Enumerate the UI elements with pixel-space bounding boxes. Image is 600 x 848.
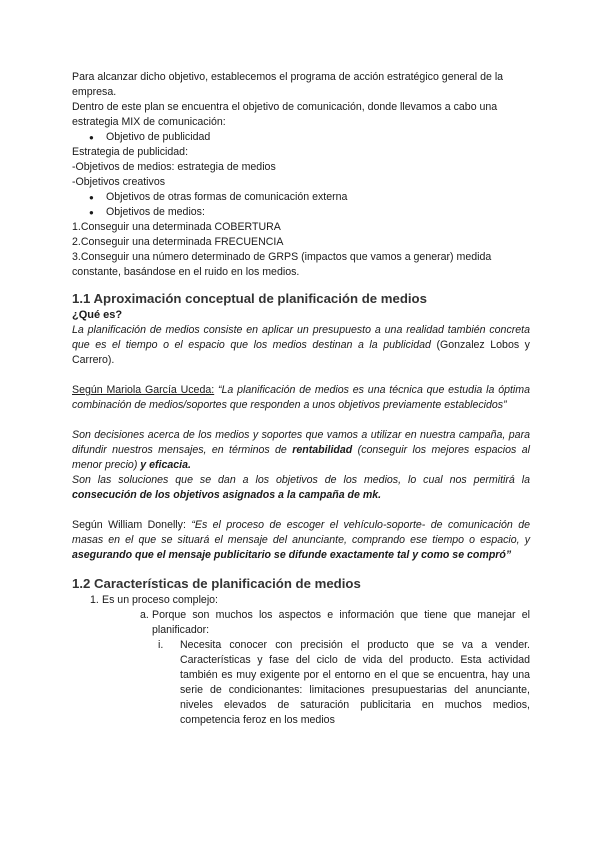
list-letter: a. — [140, 609, 149, 621]
decisions-bold-2: y eficacia. — [140, 459, 191, 471]
solutions-text: Son las soluciones que se dan a los objetivos de los medios, lo cual nos permitirá la — [72, 474, 530, 486]
numbered-line: 2.Conseguir una determinada FRECUENCIA — [72, 236, 284, 248]
intro-paragraph-1: Para alcanzar dicho objetivo, establecemos el programa de acción estratégico general de la empresa. — [72, 71, 504, 98]
list-item-a — [72, 608, 530, 638]
definition-paragraph — [72, 323, 530, 368]
bullet-item: ● Objetivo de publicidad — [72, 130, 530, 145]
donelly-paragraph — [72, 518, 530, 563]
solutions-paragraph — [72, 473, 530, 503]
decisions-text: Son decisiones acerca de los medios y soportes que vamos a utilizar en nuestra campaña, para difundir nuestros mensajes, en términos de — [72, 429, 530, 456]
decisions-text-2: (conseguir los mejores espacios al menor precio) — [72, 444, 530, 471]
list-text: Es un proceso complejo: — [102, 594, 219, 606]
decisions-paragraph — [72, 428, 530, 473]
list-number: 1. — [90, 594, 99, 606]
text-line: -Objetivos de medios: estrategia de medios — [72, 161, 276, 173]
text-line: Estrategia de publicidad: — [72, 146, 189, 158]
list-item-i — [72, 638, 530, 728]
definition-text: La planificación de medios consiste en aplicar un presupuesto a una realidad también concreta que es el tiempo o el espacio que los medios destinan a la publicidad — [72, 324, 530, 351]
intro-paragraph-2: Dentro de este plan se encuentra el objetivo de comunicación, donde llevamos a cabo una estrategia MIX de comunicación: — [72, 101, 498, 128]
list-text: Porque son muchos los aspectos e información que tiene que manejar el planificador: — [152, 609, 530, 636]
donelly-author: Según William Donelly: — [72, 519, 192, 531]
garcia-quote-paragraph — [72, 383, 530, 413]
list-item-1 — [72, 593, 530, 608]
section-heading-1-2: 1.2 Características de planificación de medios — [72, 576, 361, 591]
text-line: -Objetivos creativos — [72, 176, 166, 188]
definition-citation: (Gonzalez Lobos y Carrero). — [72, 339, 530, 366]
numbered-line: 1.Conseguir una determinada COBERTURA — [72, 221, 281, 233]
bullet-item: ● Objetivos de otras formas de comunicación externa — [72, 190, 530, 205]
donelly-bold: asegurando que el mensaje publicitario se difunde exactamente tal y como se compró” — [72, 549, 512, 561]
bullet-item: ● Objetivos de medios: — [72, 205, 530, 220]
garcia-quote: “La planificación de medios es una técnica que estudia la óptima combinación de medios/soportes que responden a unos objetivos previamente establecidos” — [72, 384, 530, 411]
section-heading-1-1: 1.1 Aproximación conceptual de planificación de medios — [72, 291, 427, 306]
list-text: Necesita conocer con precisión el producto que se va a vender. Características y fase del ciclo de vida del producto. Esta actividad también es muy exigente por el entorno en el que se encuentra, hay una serie de condicionantes: limitaciones presupuestarias del anunciante, niveles elevados de saturación publicitaria en muchos medios, competencia feroz en los medios — [180, 639, 530, 726]
list-roman: i. — [158, 639, 164, 651]
solutions-bold: consecución de los objetivos asignados a la campaña de mk. — [72, 489, 382, 501]
document-page — [72, 70, 530, 728]
decisions-bold-1: rentabilidad — [292, 444, 353, 456]
numbered-line: 3.Conseguir una número determinado de GRPS (impactos que vamos a generar) medida constante, basándose en el ruido en los medios. — [72, 251, 492, 278]
donelly-quote: “Es el proceso de escoger el vehículo-soporte- de comunicación de masas en el que se situará el mensaje del anunciante, comprando ese tiempo o espacio, y — [72, 519, 530, 546]
garcia-author: Según Mariola García Uceda: — [72, 384, 215, 396]
question-heading: ¿Qué es? — [72, 309, 123, 321]
